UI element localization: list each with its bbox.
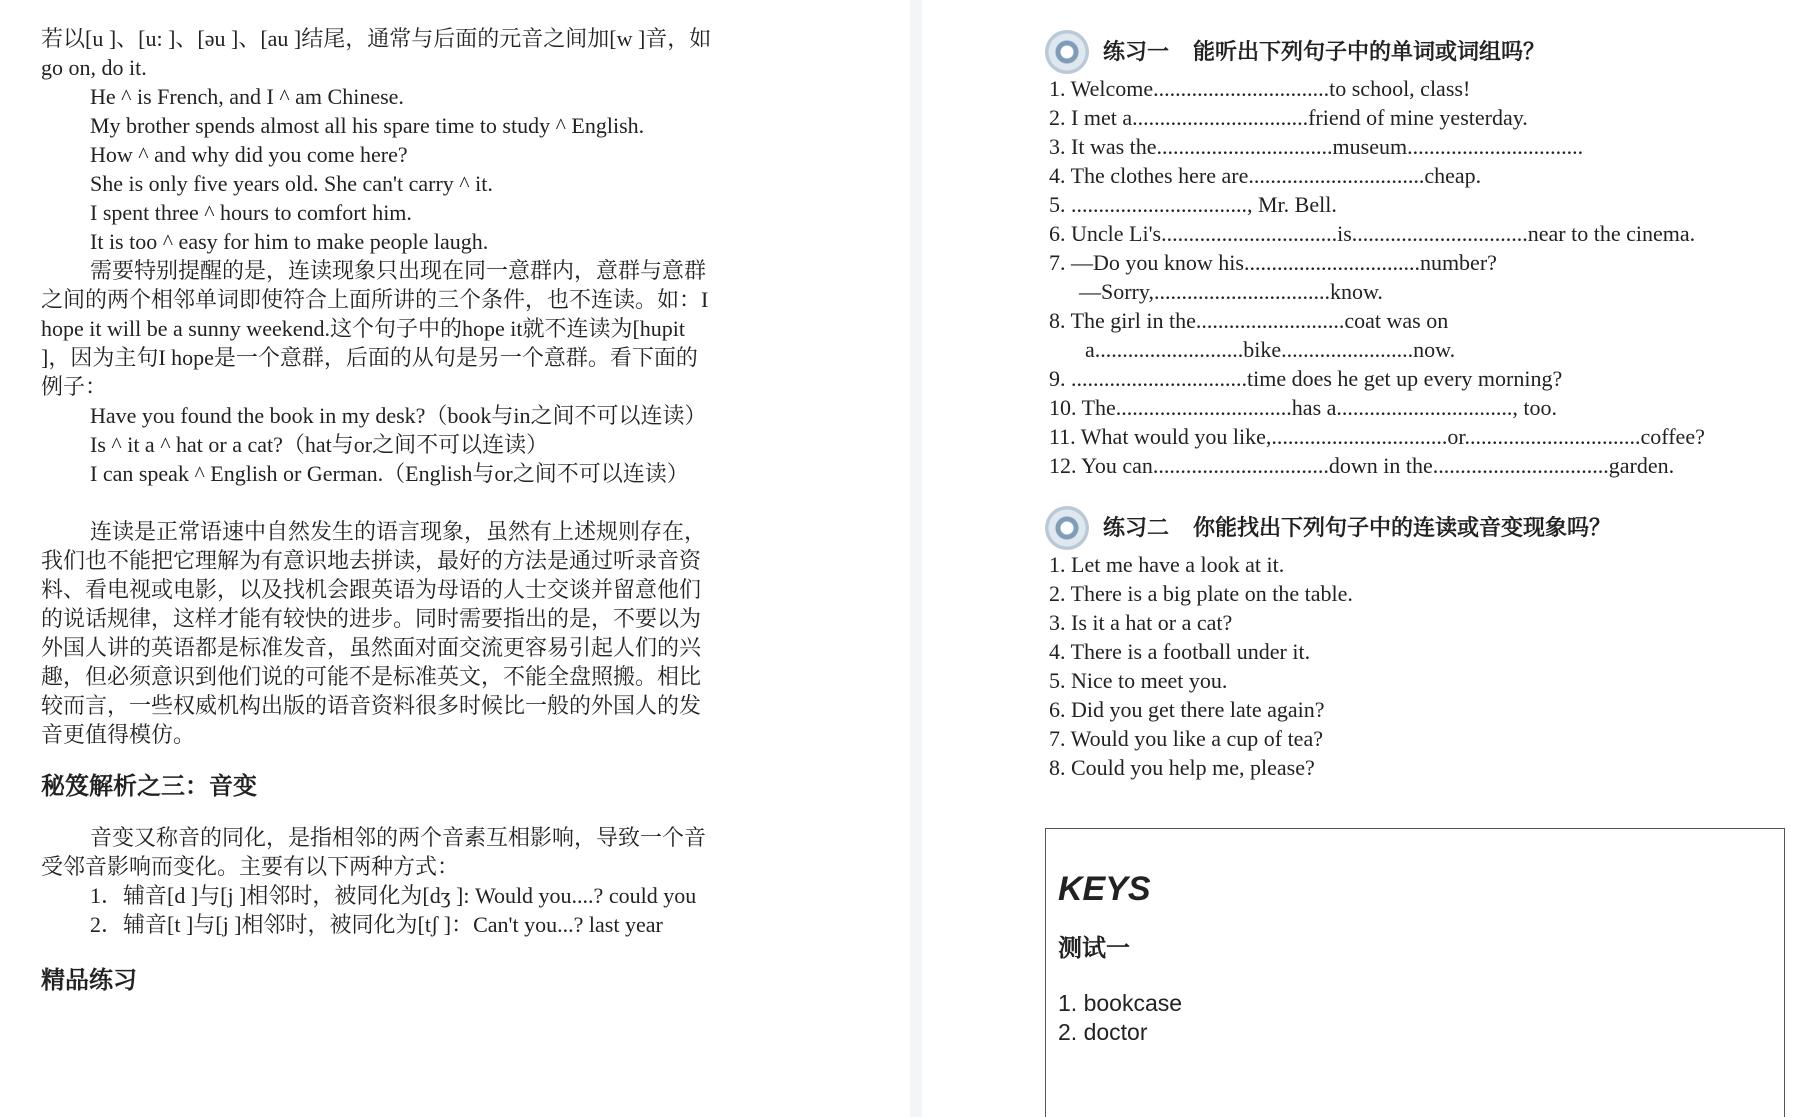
exercise-item: 7. Would you like a cup of tea?	[1049, 726, 1323, 751]
paragraph-line: 较而言，一些权威机构出版的语音资料很多时候比一般的外国人的发	[41, 693, 702, 718]
exercise-item: 1. Let me have a look at it.	[1049, 552, 1285, 577]
cd-disc-icon	[1045, 30, 1089, 74]
exercise-item: 4. There is a football under it.	[1049, 639, 1311, 664]
note-line: 之间的两个相邻单词即使符合上面所讲的三个条件，也不连读。如：I	[41, 287, 709, 312]
note-line: ]，因为主句I hope是一个意群，后面的从句是另一个意群。看下面的	[41, 345, 698, 370]
exercise-item: 8. Could you help me, please?	[1049, 755, 1315, 780]
paragraph-line: 的说话规律，这样才能有较快的进步。同时需要指出的是，不要以为	[41, 606, 702, 631]
exercise-item: 5. ................................, Mr. Bell.	[1049, 192, 1337, 217]
example-sentence: I spent three ^ hours to comfort him.	[90, 200, 412, 225]
note-line: 例子：	[41, 374, 108, 399]
text-line: go on, do it.	[41, 55, 147, 80]
exercise-item: 3. It was the................................museum................................	[1049, 134, 1584, 159]
exercise-item: —Sorry,................................know.	[1079, 279, 1383, 304]
paragraph-line: 料、看电视或电影，以及找机会跟英语为母语的人士交谈并留意他们	[41, 577, 702, 602]
exercise-item: 2. There is a big plate on the table.	[1049, 581, 1353, 606]
example-sentence: Is ^ it a ^ hat or a cat?（hat与or之间不可以连读）	[90, 432, 549, 457]
paragraph-line: 趣，但必须意识到他们说的可能不是标准英文，不能全盘照搬。相比	[41, 664, 702, 689]
exercise-item: 6. Did you get there late again?	[1049, 697, 1325, 722]
example-sentence: I can speak ^ English or German.（English与or之间不可以连读）	[90, 461, 689, 486]
exercise-1-heading	[922, 26, 1810, 74]
paragraph-line: 受邻音影响而变化。主要有以下两种方式：	[41, 854, 460, 879]
paragraph-line: 音更值得模仿。	[41, 722, 196, 747]
paragraph-line: 外国人讲的英语都是标准发音，虽然面对面交流更容易引起人们的兴	[41, 635, 702, 660]
exercise-question: 能听出下列句子中的单词或词组吗？	[1193, 39, 1546, 65]
paragraph-line: 音变又称音的同化，是指相邻的两个音素互相影响，导致一个音	[90, 825, 707, 850]
exercise-item: 3. Is it a hat or a cat?	[1049, 610, 1233, 635]
section-heading: 精品练习	[41, 966, 137, 994]
keys-title: KEYS	[1058, 870, 1151, 908]
example-sentence: It is too ^ easy for him to make people laugh.	[90, 229, 489, 254]
cd-disc-icon	[1045, 506, 1089, 550]
exercise-item: 12. You can................................down in the................................garden.	[1049, 453, 1675, 478]
exercise-item: 10. The................................has a................................, too.	[1049, 395, 1558, 420]
exercise-item: 11. What would you like,................................or................................coffee?	[1049, 424, 1705, 449]
paragraph-line: 连读是正常语速中自然发生的语言现象，虽然有上述规则存在，	[90, 519, 707, 544]
example-sentence: Have you found the book in my desk?（book与in之间不可以连读）	[90, 403, 707, 428]
example-sentence: My brother spends almost all his spare time to study ^ English.	[90, 113, 645, 138]
example-sentence: How ^ and why did you come here?	[90, 142, 408, 167]
exercise-item: 7. —Do you know his................................number?	[1049, 250, 1497, 275]
section-heading: 秘笈解析之三：音变	[41, 772, 257, 800]
exercise-label: 练习一	[1103, 39, 1170, 65]
exercise-item: 5. Nice to meet you.	[1049, 668, 1228, 693]
key-item: 1. bookcase	[1058, 990, 1183, 1016]
keys-subtitle: 测试一	[1058, 934, 1130, 962]
note-line: 需要特别提醒的是，连读现象只出现在同一意群内，意群与意群	[90, 258, 707, 283]
note-line: hope it will be a sunny weekend.这个句子中的hope it就不连读为[hupit	[41, 316, 686, 341]
example-sentence: He ^ is French, and I ^ am Chinese.	[90, 84, 404, 109]
exercise-item: 2. I met a................................friend of mine yesterday.	[1049, 105, 1528, 130]
exercise-item: 8. The girl in the...........................coat was on	[1049, 308, 1449, 333]
key-item: 2. doctor	[1058, 1019, 1148, 1045]
exercise-item: 6. Uncle Li's................................is................................near to the cinema.	[1049, 221, 1696, 246]
answer-keys-box	[1045, 828, 1785, 1117]
exercise-item: 9. ................................time does he get up every morning?	[1049, 366, 1563, 391]
exercise-item: a...........................bike........................now.	[1085, 337, 1456, 362]
exercise-item: 4. The clothes here are................................cheap.	[1049, 163, 1482, 188]
paragraph-line: 我们也不能把它理解为有意识地去拼读，最好的方法是通过听录音资	[41, 548, 702, 573]
example-sentence: She is only five years old. She can't carry ^ it.	[90, 171, 493, 196]
text-line: 若以[u ]、[u: ]、[əu ]、[au ]结尾，通常与后面的元音之间加[w ]音，如	[41, 26, 712, 51]
exercise-2-heading	[922, 502, 1810, 550]
exercise-question: 你能找出下列句子中的连读或音变现象吗？	[1193, 515, 1612, 541]
exercise-item: 1. Welcome................................to school, class!	[1049, 76, 1471, 101]
list-item: 1．辅音[d ]与[j ]相邻时，被同化为[dʒ ]: Would you....? could you	[90, 883, 697, 908]
right-page	[922, 0, 1810, 1117]
list-item: 2．辅音[t ]与[j ]相邻时，被同化为[tʃ ]：Can't you...? last year	[90, 912, 663, 937]
exercise-label: 练习二	[1103, 515, 1170, 541]
